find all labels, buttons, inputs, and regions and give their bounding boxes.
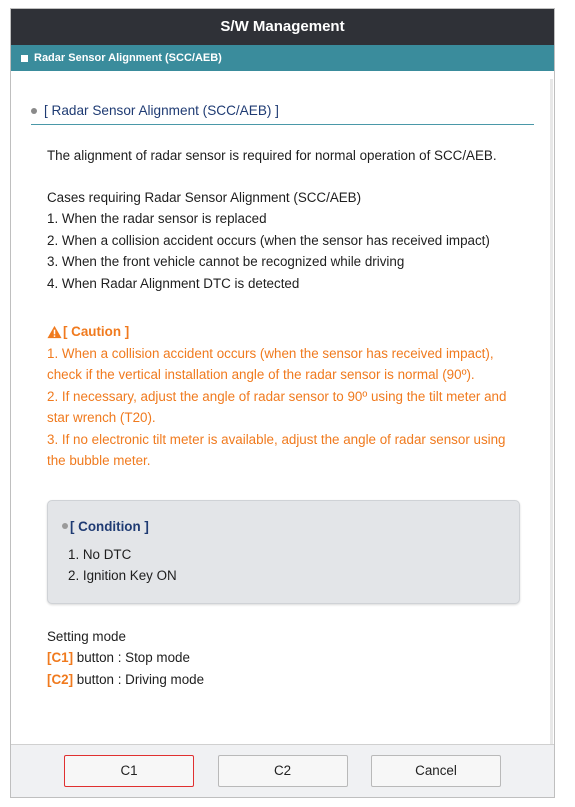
condition-heading [62, 519, 505, 534]
content-area[interactable] [11, 71, 554, 744]
list-item: 4. When Radar Alignment DTC is detected [47, 275, 300, 291]
caution-line: check if the vertical installation angle of the radar sensor is normal (90º). [47, 367, 475, 382]
cancel-button[interactable]: Cancel [371, 755, 501, 787]
list-item: 3. When the front vehicle cannot be recognized while driving [47, 254, 405, 269]
dot-bullet-icon [62, 523, 68, 529]
setting-heading: Setting mode [47, 628, 126, 644]
cases-heading: Cases requiring Radar Sensor Alignment (SCC/AEB) [47, 189, 362, 205]
sw-management-window [10, 8, 555, 798]
dot-bullet-icon [31, 108, 37, 114]
c2-tag: [C2] [47, 671, 74, 687]
condition-box [47, 500, 520, 604]
c2-button[interactable]: C2 [218, 755, 348, 787]
setting-mode-block [31, 626, 534, 691]
caution-line: 2. If necessary, adjust the angle of radar sensor to 90º using the tilt meter and [47, 388, 507, 404]
caution-heading [31, 321, 534, 343]
setting-c1-line [31, 647, 534, 669]
c1-button[interactable]: C1 [64, 755, 194, 787]
list-item: 2. When a collision accident occurs (when the sensor has received impact) [47, 232, 490, 248]
caution-block [31, 321, 534, 472]
subheader-bar [11, 45, 554, 71]
cases-block [31, 187, 534, 295]
subheader-label: Radar Sensor Alignment (SCC/AEB) [34, 52, 222, 64]
caution-line: 3. If no electronic tilt meter is available, adjust the angle of radar sensor using [47, 431, 506, 447]
section-heading [31, 103, 534, 125]
scrollbar[interactable] [550, 79, 553, 754]
condition-item: 2. Ignition Key ON [68, 568, 177, 583]
c2-description: button : Driving mode [73, 671, 205, 687]
condition-title: [ Condition ] [70, 518, 149, 534]
caution-line: star wrench (T20). [47, 410, 156, 425]
button-bar [11, 744, 554, 797]
section-title: [ Radar Sensor Alignment (SCC/AEB) ] [44, 103, 279, 118]
c1-tag: [C1] [47, 650, 74, 665]
c1-description: button : Stop mode [73, 650, 190, 665]
intro-text: The alignment of radar sensor is required for normal operation of SCC/AEB. [47, 148, 497, 163]
square-bullet-icon [21, 55, 28, 62]
warning-triangle-icon [47, 325, 62, 339]
setting-c2-line [31, 669, 534, 691]
caution-line: the bubble meter. [47, 453, 151, 468]
caution-title: [ Caution ] [63, 324, 130, 339]
window-title: S/W Management [11, 9, 554, 45]
list-item: 1. When the radar sensor is replaced [47, 211, 267, 226]
caution-line: 1. When a collision accident occurs (when the sensor has received impact), [47, 345, 494, 361]
condition-item: 1. No DTC [68, 546, 132, 562]
